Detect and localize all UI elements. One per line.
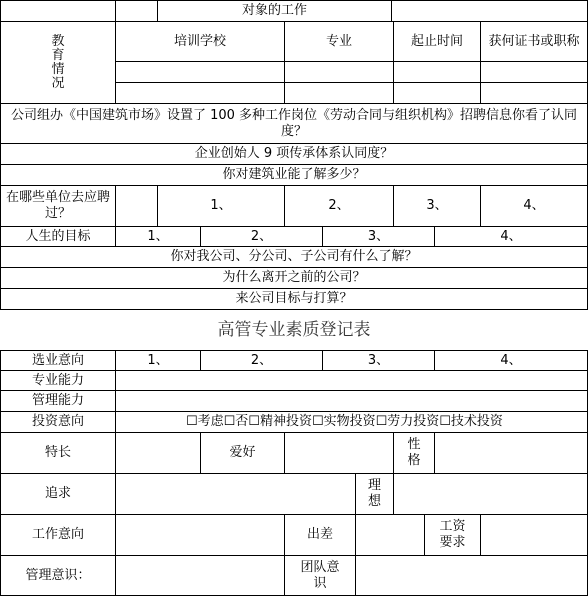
applied-option-3: 3、 [426,198,448,213]
applied-label: 在哪些单位去应聘过？ [5,190,110,221]
career-option-4: 4、 [500,352,522,368]
question-leave: 为什么离开之前的公司？ [222,270,366,285]
ideal-label: 理 想 [367,478,381,509]
grid-line [115,350,116,596]
investment-options[interactable]: ☐考虑☐否☐精神投资☐实物投资☐劳力投资☐技术投资 [186,414,503,429]
pursuit-label: 追求 [44,486,71,501]
life-goal-option-2: 2、 [250,228,273,244]
professional-ability-label: 专业能力 [31,372,84,388]
management-ability-label: 管理能力 [31,393,84,408]
life-goal-option-1: 1、 [147,228,169,244]
life-goal-option-3: 3、 [367,228,390,244]
grid-line [391,0,392,21]
question-industry: 你对建筑业能了解多少？ [222,167,366,182]
education-label: 教 育 情 况 [51,33,65,91]
personality-label: 性 格 [407,437,421,468]
applied-option-1: 1、 [210,198,232,213]
career-option-3: 3、 [367,352,390,368]
grid-line [355,555,356,596]
grid-line [115,185,116,226]
applied-option-2: 2、 [328,198,350,213]
life-goal-option-4: 4、 [500,228,522,244]
team-awareness-label: 团队意 识 [300,559,340,591]
grid-line [355,514,356,555]
question-founder: 企业创始人 9 项传承体系认同度？ [194,146,394,161]
grid-line [284,432,285,473]
col-major: 专业 [325,33,352,49]
work-intent-label: 工作意向 [31,527,84,542]
question-company: 你对我公司、分公司、子公司有什么了解？ [170,249,418,264]
specialty-label: 特长 [44,445,71,460]
form-title: 高管专业素质登记表 [217,320,371,340]
grid-line [393,473,394,514]
investment-label: 投资意向 [31,414,84,429]
col-school: 培训学校 [173,33,226,49]
business-travel-label: 出差 [306,527,333,542]
career-label: 选业意向 [31,352,84,368]
col-certificate: 获何证书或职称 [488,33,580,49]
career-option-1: 1、 [147,352,169,368]
grid-line [480,514,481,555]
hobby-label: 爱好 [229,445,256,460]
col-period: 起止时间 [410,33,463,49]
grid-line [115,61,588,62]
applied-option-4: 4、 [523,198,545,213]
grid-line [480,21,481,103]
work-object-label: 对象的工作 [241,3,307,18]
grid-line [115,82,588,83]
salary-requirement-label: 工资 要求 [439,519,466,550]
career-option-2: 2、 [250,352,273,368]
life-goal-label: 人生的目标 [25,228,91,244]
grid-line [0,309,588,310]
question-market: 公司组办《中国建筑市场》设置了 100 多种工作岗位《劳动合同与组织机构》招聘信息你看了认同度？ [10,107,578,139]
question-goal: 来公司目标与打算？ [235,291,353,306]
management-awareness-label: 管理意识： [25,567,91,583]
grid-line [434,432,435,473]
